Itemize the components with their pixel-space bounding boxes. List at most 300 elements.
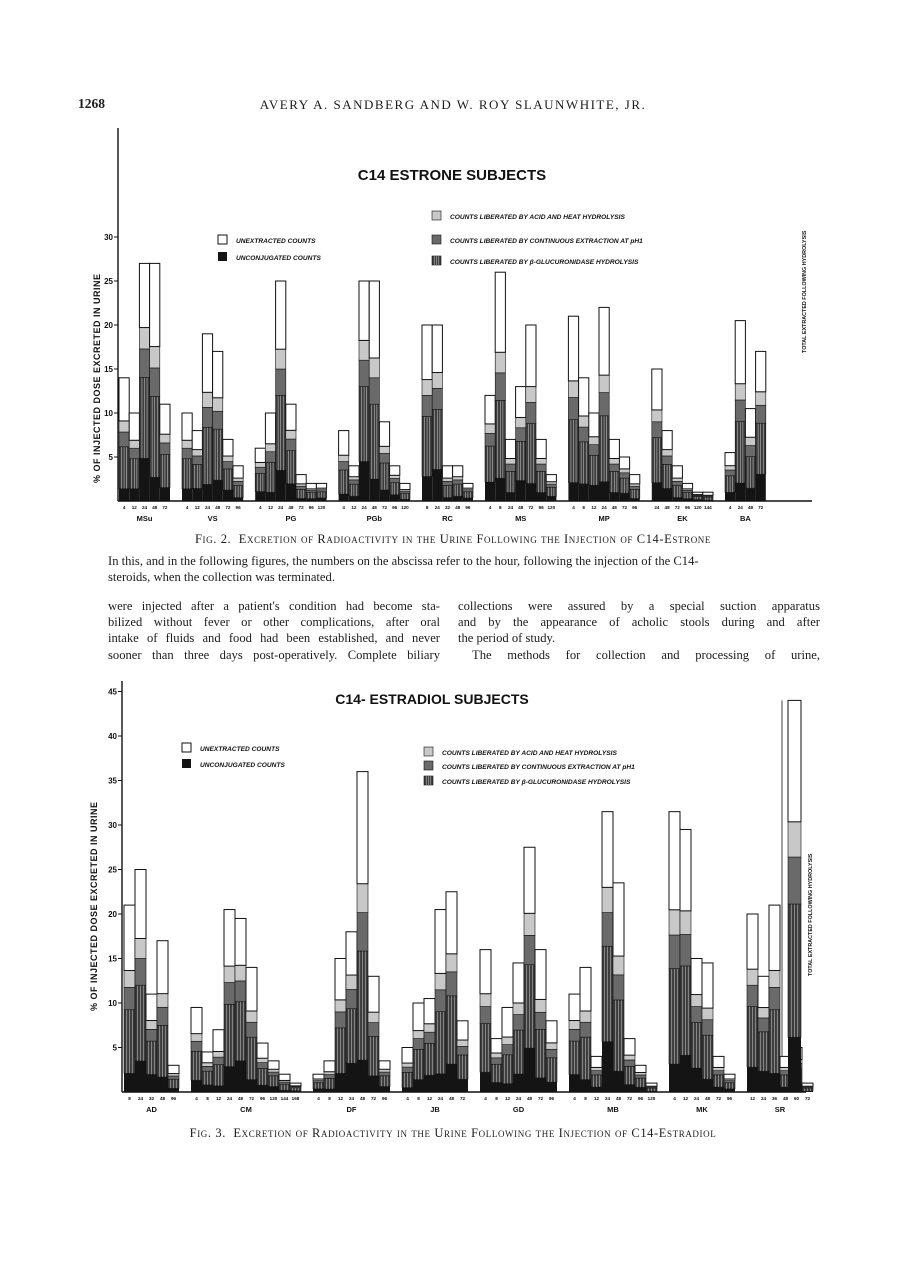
f2-hour-label: 24 <box>737 505 743 510</box>
f3-bar-unextracted-segment <box>335 959 346 1000</box>
f3-bar-check-segment <box>680 911 691 935</box>
f2-bar-diag-segment <box>160 443 170 455</box>
f2-bar-black-segment <box>463 498 473 501</box>
f2-bar-black-segment <box>725 492 735 501</box>
f3-bar-unextracted-segment <box>524 847 535 913</box>
f3-bar-black-segment <box>202 1085 213 1092</box>
figure-3 <box>0 676 912 1122</box>
f2-bar-unextracted-segment <box>693 492 703 494</box>
f2-bar-diag-segment <box>536 464 546 471</box>
f3-bar-check-segment <box>691 995 702 1007</box>
f2-bar-black-segment <box>495 478 505 501</box>
f2-bar-unextracted-segment <box>213 351 223 397</box>
f3-hour-label: 24 <box>348 1096 355 1101</box>
f3-hour-label: 96 <box>259 1096 266 1101</box>
f2-bar-check-segment <box>495 352 505 373</box>
f2-hour-label: 96 <box>684 505 691 510</box>
f3-bar-diag-segment <box>213 1057 224 1064</box>
figure-2-caption <box>78 532 828 547</box>
f3-bar-black-segment <box>635 1087 646 1092</box>
f3-bar-unextracted-segment <box>457 1021 468 1040</box>
f3-bar-diag-segment <box>457 1046 468 1055</box>
f2-bar-check-segment <box>609 458 619 464</box>
f3-y-tick-label: 40 <box>108 732 117 741</box>
f2-subject-label: RC <box>442 514 453 523</box>
f3-bar-check-segment <box>669 910 680 935</box>
f2-bar-unextracted-segment <box>339 431 349 456</box>
f3-hour-label: 4 <box>573 1096 576 1101</box>
f3-bar-diag-segment <box>357 913 368 951</box>
f2-bar-unextracted-segment <box>316 483 326 488</box>
f2-hour-label: 32 <box>444 505 451 510</box>
f2-bar-diag-segment <box>202 407 212 427</box>
f2-bar-unextracted-segment <box>568 316 578 381</box>
f2-bar-unextracted-segment <box>400 483 410 489</box>
f2-bar-check-segment <box>505 458 515 464</box>
body-column-left <box>108 598 440 663</box>
f2-bar-black-segment <box>745 488 755 501</box>
f3-y-tick-label: 10 <box>108 999 117 1008</box>
figure-3-title: C14- ESTRADIOL SUBJECTS <box>335 691 529 707</box>
f2-bar-diag-segment <box>349 480 359 484</box>
f2-y-tick-label: 15 <box>104 365 113 374</box>
f2-bar-diag-segment <box>150 368 160 397</box>
f3-bar-diag-segment <box>157 1007 168 1025</box>
f3-bar-black-segment <box>680 1055 691 1092</box>
f2-bar-check-segment <box>129 440 139 448</box>
f2-bar-check-segment <box>599 375 609 392</box>
f3-hour-label: 4 <box>406 1096 409 1101</box>
f2-bar-diag-segment <box>139 349 149 378</box>
f2-bar-check-segment <box>160 434 170 443</box>
f2-legend-swatch-unconjugated <box>218 252 227 261</box>
f3-bar-check-segment <box>357 884 368 913</box>
f3-subject-label: MK <box>696 1105 708 1114</box>
f3-bar-black-segment <box>268 1086 279 1092</box>
body-right-line-4: The methods for collection and processing of urine, <box>472 647 820 662</box>
f3-bar-diag-segment <box>491 1058 502 1064</box>
f2-bar-diag-segment <box>463 490 473 492</box>
f2-bar-black-segment <box>339 494 349 501</box>
f3-legend-label-acid-heat: COUNTS LIBERATED BY ACID AND HEAT HYDROLYSIS <box>442 750 617 757</box>
f3-bar-black-segment <box>313 1089 324 1092</box>
f3-bar-unextracted-segment <box>368 976 379 1012</box>
f3-bar-diag-segment <box>124 987 135 1009</box>
f3-bar-check-segment <box>257 1058 268 1062</box>
f3-bar-unextracted-segment <box>580 967 591 1011</box>
f3-bar-diag-segment <box>168 1076 179 1079</box>
f2-bar-diag-segment <box>255 467 265 473</box>
f3-hour-label: 48 <box>359 1096 366 1101</box>
f3-hour-label: 96 <box>548 1096 555 1101</box>
f3-legend-swatch-continuous-extraction <box>424 761 433 770</box>
f3-bar-black-segment <box>724 1089 735 1092</box>
f2-bar-diag-segment <box>630 486 640 489</box>
f2-bar-unextracted-segment <box>296 475 306 484</box>
f2-hour-label: 8 <box>582 505 585 510</box>
f2-hour-label: 12 <box>267 505 274 510</box>
f3-bar-black-segment <box>168 1088 179 1092</box>
f3-bar-black-segment <box>424 1075 435 1092</box>
f3-bar-diag-segment <box>346 989 357 1008</box>
f3-bar-unextracted-segment <box>379 1061 390 1069</box>
f3-legend-swatch-acid-heat <box>424 747 433 756</box>
f3-bar-black-segment <box>480 1072 491 1092</box>
f2-bar-check-segment <box>422 380 432 396</box>
f2-bar-unextracted-segment <box>485 395 495 424</box>
f3-bar-unextracted-segment <box>713 1056 724 1067</box>
f2-bar-diag-segment <box>306 490 316 492</box>
f2-bar-unextracted-segment <box>703 492 713 495</box>
f2-hour-label: 120 <box>317 505 326 510</box>
f3-hour-label: 48 <box>615 1096 622 1101</box>
f2-bar-black-segment <box>432 469 442 501</box>
f3-hour-label: 12 <box>215 1096 222 1101</box>
f2-hour-label: 24 <box>141 505 148 510</box>
f2-bar-unextracted-segment <box>672 466 682 478</box>
f3-bar-diag-segment <box>480 1007 491 1024</box>
f3-bar-check-segment <box>413 1031 424 1039</box>
f3-hour-label: 12 <box>593 1096 600 1101</box>
f2-bar-unextracted-segment <box>276 281 286 349</box>
f2-bar-diag-segment <box>546 484 556 487</box>
f3-bar-diag-segment <box>513 1015 524 1030</box>
f3-bar-black-segment <box>124 1073 135 1092</box>
f2-bar-unextracted-segment <box>453 466 463 477</box>
f3-bar-unextracted-segment <box>402 1048 413 1064</box>
f3-bar-unextracted-segment <box>235 918 246 965</box>
figure-3-caption <box>78 1126 828 1141</box>
f2-subject-label: MS <box>515 514 527 523</box>
f2-bar-diag-segment <box>495 373 505 400</box>
f2-hour-label: 24 <box>507 505 514 510</box>
f2-bar-black-segment <box>119 489 129 501</box>
figure-3-side-label: TOTAL EXTRACTED FOLLOWING HYDROLYSIS <box>808 853 814 976</box>
f3-bar-unextracted-segment <box>624 1039 635 1056</box>
f2-bar-diag-segment <box>182 448 192 459</box>
f3-hour-label: 48 <box>237 1096 244 1101</box>
f3-bar-diag-segment <box>368 1023 379 1037</box>
f3-hour-label: 12 <box>682 1096 689 1101</box>
f2-bar-unextracted-segment <box>682 483 692 488</box>
f2-bar-diag-segment <box>599 393 609 416</box>
f3-y-tick-label: 15 <box>108 954 117 964</box>
f3-hour-label: 48 <box>159 1096 166 1101</box>
f3-bar-diag-segment <box>135 959 146 986</box>
figure-3-chart <box>0 676 912 1122</box>
f3-hour-label: 8 <box>417 1096 420 1101</box>
f3-hour-label: 4 <box>317 1096 320 1101</box>
f2-bar-diag-segment <box>619 473 629 478</box>
f2-bar-diag-segment <box>672 481 682 485</box>
f2-bar-unextracted-segment <box>390 466 400 476</box>
f3-bar-diag-segment <box>257 1063 268 1069</box>
figure-3-y-label: % OF INJECTED DOSE EXCRETED IN URINE <box>89 801 99 1011</box>
f3-hour-label: 24 <box>693 1096 700 1101</box>
f2-legend-label-unextracted: UNEXTRACTED COUNTS <box>236 238 316 245</box>
f3-bar-unextracted-segment <box>635 1065 646 1072</box>
f3-hour-label: 8 <box>206 1096 209 1101</box>
f2-bar-check-segment <box>526 387 536 403</box>
page-header <box>78 96 828 116</box>
f2-hour-label: 72 <box>225 505 231 510</box>
f2-y-tick-label: 10 <box>104 409 113 418</box>
f3-hour-label: 48 <box>448 1096 455 1101</box>
f3-bar-check-segment <box>535 999 546 1012</box>
f2-hour-label: 24 <box>278 505 284 510</box>
f3-bar-unextracted-segment <box>480 950 491 994</box>
figure-2-legend <box>218 211 643 266</box>
f3-bar-unextracted-segment <box>435 910 446 974</box>
f3-bar-unextracted-segment <box>146 994 157 1020</box>
f2-bar-unextracted-segment <box>306 483 316 488</box>
f3-bar-check-segment <box>602 887 613 912</box>
f3-hour-label: 72 <box>626 1096 633 1101</box>
f3-bar-diag-segment <box>535 1012 546 1029</box>
f2-bar-check-segment <box>536 458 546 464</box>
f2-bar-check-segment <box>619 469 629 473</box>
f2-bar-unextracted-segment <box>422 325 432 380</box>
f2-bar-black-segment <box>316 498 326 501</box>
f2-bar-diag-segment <box>119 432 129 447</box>
f3-bar-diag-segment <box>680 934 691 966</box>
f2-bar-unextracted-segment <box>349 466 359 477</box>
f3-bar-unextracted-segment <box>646 1083 657 1086</box>
f2-bar-check-segment <box>192 450 202 456</box>
f3-bar-unextracted-segment <box>257 1043 268 1058</box>
f2-hour-label: 72 <box>758 505 764 510</box>
figure-note-line-2: steroids, when the collection was terminated. <box>108 570 335 584</box>
f2-hour-label: 12 <box>351 505 357 510</box>
f3-bar-check-segment <box>502 1037 513 1045</box>
f2-hour-label: 72 <box>162 505 168 510</box>
f2-bar-diag-segment <box>453 480 463 484</box>
f2-bar-unextracted-segment <box>725 453 735 466</box>
f3-bar-black-segment <box>747 1067 758 1092</box>
f2-bar-check-segment <box>255 462 265 467</box>
f2-hour-label: 48 <box>215 505 221 510</box>
f3-bar-diag-segment <box>279 1082 290 1084</box>
f3-legend-label-glucuronidase: COUNTS LIBERATED BY β-GLUCURONIDASE HYDROLYSIS <box>442 779 631 786</box>
f3-bar-unextracted-segment <box>446 892 457 954</box>
f3-bar-diag-segment <box>613 975 624 1000</box>
body-right-line-1: collections were assured by a special suction apparatus <box>458 599 820 613</box>
f3-bar-diag-segment <box>758 1018 769 1032</box>
f3-bar-unextracted-segment <box>802 1083 813 1086</box>
f3-subject-label: SR <box>774 1105 786 1114</box>
f3-hour-label: 12 <box>426 1096 433 1101</box>
f2-hour-label: 12 <box>591 505 597 510</box>
f3-legend-label-unconjugated: UNCONJUGATED COUNTS <box>200 762 285 769</box>
f2-hour-label: 48 <box>518 505 524 510</box>
f3-bar-unextracted-segment <box>613 883 624 956</box>
f2-bar-diag-segment <box>505 464 515 471</box>
f2-hour-label: 4 <box>185 505 189 510</box>
f2-bar-unextracted-segment <box>735 321 745 384</box>
f2-bar-black-segment <box>233 497 243 501</box>
f2-hour-label: 48 <box>747 505 754 510</box>
f2-hour-label: 4 <box>342 505 345 510</box>
f2-hour-label: 48 <box>288 505 294 510</box>
f3-subject-label: GD <box>512 1105 525 1114</box>
f2-bar-black-segment <box>129 489 139 501</box>
f3-bar-diag-segment <box>769 987 780 1009</box>
f3-y-tick-label: 45 <box>108 687 117 697</box>
body-left-line-2: bilized without fever or other complications, after oral <box>108 615 440 630</box>
f3-bar-diag-segment <box>435 990 446 1012</box>
f3-hour-label: 36 <box>771 1096 778 1101</box>
f3-bar-diag-segment <box>235 981 246 1002</box>
f3-y-tick-label: 30 <box>108 821 117 830</box>
f3-bar-unextracted-segment <box>602 812 613 888</box>
f3-bar-diag-segment <box>747 985 758 1006</box>
figure-2-y-label: % OF INJECTED DOSE EXCRETED IN URINE <box>92 273 102 483</box>
f3-hour-label: 12 <box>504 1096 511 1101</box>
f2-hour-label: 24 <box>434 505 440 510</box>
f3-bar-black-segment <box>513 1074 524 1092</box>
f2-bar-black-segment <box>202 484 212 501</box>
f3-bar-check-segment <box>135 938 146 958</box>
f2-y-tick-label: 20 <box>104 321 113 330</box>
f3-bar-black-segment <box>146 1074 157 1092</box>
f2-bar-diag-segment <box>526 402 536 423</box>
f3-bar-black-segment <box>435 1074 446 1092</box>
f3-bar-unextracted-segment <box>691 959 702 995</box>
f2-bar-diag-segment <box>192 456 202 464</box>
f3-bar-unextracted-segment <box>769 905 780 970</box>
f2-subject-label: PGb <box>366 514 383 523</box>
f2-bar-diag-segment <box>485 433 495 446</box>
f2-bar-diag-segment <box>609 464 619 471</box>
f2-bar-diag-segment <box>400 491 410 493</box>
f3-bar-check-segment <box>191 1034 202 1042</box>
figure-2-caption-label: Fig. 2. <box>195 532 232 546</box>
f3-bar-diag-segment <box>702 1020 713 1035</box>
f2-bar-diag-segment <box>652 422 662 438</box>
f2-bar-unextracted-segment <box>442 466 452 478</box>
f3-total-bar-unextracted-segment <box>788 700 801 821</box>
f2-bar-check-segment <box>139 328 149 349</box>
f2-bar-black-segment <box>359 461 369 501</box>
f2-hour-label: 12 <box>194 505 200 510</box>
f2-bar-unextracted-segment <box>265 413 275 444</box>
f3-bar-unextracted-segment <box>213 1030 224 1052</box>
f3-bar-unextracted-segment <box>591 1056 602 1067</box>
f2-bar-check-segment <box>276 349 286 369</box>
f2-bar-check-segment <box>150 347 160 368</box>
f3-bar-black-segment <box>691 1068 702 1092</box>
f2-bar-diag-segment <box>265 452 275 463</box>
f2-bar-unextracted-segment <box>745 409 755 438</box>
f3-hour-label: 72 <box>537 1096 544 1101</box>
f3-bar-check-segment <box>513 1003 524 1015</box>
f2-legend-swatch-unextracted <box>218 235 227 244</box>
f2-bar-unextracted-segment <box>369 281 379 358</box>
f2-bar-unextracted-segment <box>652 369 662 410</box>
f3-bar-black-segment <box>491 1082 502 1092</box>
f3-bar-unextracted-segment <box>724 1074 735 1079</box>
f2-hour-label: 4 <box>488 505 492 510</box>
f2-hour-label: 12 <box>131 505 137 510</box>
f2-bar-unextracted-segment <box>609 439 619 458</box>
f3-bar-black-segment <box>569 1074 580 1092</box>
f3-hour-label: 4 <box>673 1096 676 1101</box>
f2-bar-check-segment <box>745 437 755 445</box>
f3-bar-check-segment <box>146 1021 157 1030</box>
f3-bar-black-segment <box>324 1089 335 1092</box>
f2-bar-black-segment <box>182 489 192 501</box>
f3-bar-diag-segment <box>202 1066 213 1071</box>
f3-hour-label: 8 <box>328 1096 331 1101</box>
f3-bar-black-segment <box>446 1064 457 1092</box>
f2-bar-diag-segment <box>276 369 286 395</box>
f3-y-tick-label: 25 <box>108 865 117 875</box>
f2-bar-unextracted-segment <box>599 307 609 375</box>
f3-hour-label: 24 <box>226 1096 233 1101</box>
f2-bar-diag-segment <box>682 490 692 492</box>
f3-bar-black-segment <box>402 1088 413 1092</box>
f2-bar-diag-segment <box>286 439 296 451</box>
f2-legend-swatch-acid-heat <box>432 211 441 220</box>
f2-bar-diag-segment <box>745 446 755 457</box>
f2-bar-diag-segment <box>756 405 766 423</box>
f2-bar-black-segment <box>255 491 265 501</box>
f3-bar-diag-segment <box>624 1060 635 1066</box>
f2-bar-check-segment <box>589 437 599 445</box>
f3-bar-black-segment <box>624 1085 635 1092</box>
f3-bar-check-segment <box>769 971 780 988</box>
f2-hour-label: 48 <box>455 505 461 510</box>
f2-legend-label-unconjugated: UNCONJUGATED COUNTS <box>236 255 321 262</box>
f3-bar-black-segment <box>191 1080 202 1092</box>
f2-bar-unextracted-segment <box>286 404 296 430</box>
f3-bar-check-segment <box>202 1063 213 1067</box>
figure-note-line-1: In this, and in the following figures, the numbers on the abscissa refer to the hour, following the injection of the C14- <box>108 554 699 568</box>
f2-bar-black-segment <box>296 498 306 501</box>
f2-hour-label: 120 <box>401 505 409 510</box>
f2-bar-check-segment <box>735 384 745 400</box>
f2-hour-label: 96 <box>235 505 241 510</box>
f3-total-bar-check-segment <box>788 822 801 857</box>
f3-bar-check-segment <box>546 1043 557 1049</box>
f2-bar-unextracted-segment <box>662 431 672 450</box>
f3-bar-check-segment <box>335 1000 346 1012</box>
f3-bar-unextracted-segment <box>124 905 135 970</box>
f2-bar-diag-segment <box>662 456 672 464</box>
f2-bar-unextracted-segment <box>139 263 149 327</box>
f3-hour-label: 8 <box>495 1096 498 1101</box>
f3-hour-label: 168 <box>291 1096 300 1101</box>
f3-bar-check-segment <box>346 975 357 989</box>
f2-bar-black-segment <box>516 480 526 501</box>
f2-bar-diag-segment <box>129 448 139 459</box>
f3-hour-label: 72 <box>248 1096 255 1101</box>
f3-subject-label: MB <box>607 1105 619 1114</box>
f2-bar-unextracted-segment <box>129 413 139 440</box>
f3-bar-diag-segment <box>691 1007 702 1023</box>
f2-hour-label: 24 <box>204 505 211 510</box>
f3-bar-unextracted-segment <box>513 963 524 1003</box>
body-right-line-2: and by the appearance of acholic stools during and after <box>458 615 820 630</box>
f3-bar-diag-segment <box>502 1045 513 1055</box>
f2-bar-unextracted-segment <box>546 475 556 482</box>
f3-hour-label: 120 <box>647 1096 656 1101</box>
f3-hour-label: 144 <box>280 1096 289 1101</box>
f2-bar-black-segment <box>150 477 160 501</box>
f3-bar-black-segment <box>246 1080 257 1092</box>
figure-2-caption-text: Excretion of Radioactivity in the Urine Following the Injection of C14-Estrone <box>238 532 711 546</box>
f2-bar-check-segment <box>379 446 389 453</box>
